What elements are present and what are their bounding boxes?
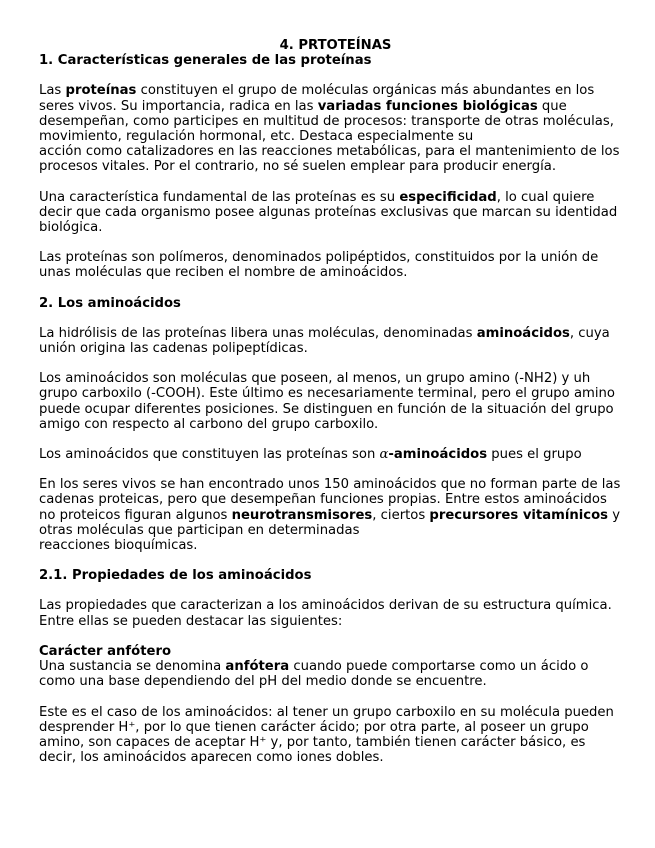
text-run: La hidrólisis de las proteínas libera unas moléculas, denominadas — [39, 325, 477, 341]
paragraph-non-protein-aminoacids — [39, 477, 624, 553]
section-heading-1: 1. Características generales de las proteínas — [39, 53, 372, 69]
bold-term-precursores: precursores vitamínicos — [429, 507, 609, 523]
section-heading-2: 2. Los aminoácidos — [39, 295, 181, 311]
alpha-symbol: α — [379, 447, 389, 463]
text-run: que desempeñan, como participes en multitud de procesos: transporte de otras moléculas, movimiento, regulación hormonal, etc. Destaca especialmente su — [39, 98, 614, 145]
document-title: 4. PRTOTEÍNAS — [279, 38, 392, 53]
paragraph-alpha-aminoacids — [39, 447, 624, 462]
bold-term-funciones: variadas funciones biológicas — [317, 98, 538, 114]
document-page — [39, 38, 624, 765]
text-run: Las — [39, 83, 66, 99]
paragraph-proteins-intro — [39, 83, 624, 174]
text-run: , ciertos — [372, 507, 430, 523]
bold-term-neurotransmisores: neurotransmisores — [231, 507, 373, 523]
text-run: reacciones bioquímicas. — [39, 538, 198, 554]
text-run: constituyen el grupo de moléculas orgánicas más abundantes en los seres vivos. Su importancia, radica en las — [39, 83, 595, 114]
text-run: , cuya unión origina las cadenas polipeptídicas. — [39, 325, 610, 357]
paragraph-amino-groups: Los aminoácidos son moléculas que poseen, al menos, un grupo amino (-NH2) y uh grupo carboxilo (-COOH). Este último es necesariamente terminal, pero el grupo amino puede ocupar diferentes posiciones. Se distinguen en función de la situación del grupo amigo con respecto al carbono del grupo carboxilo. — [39, 371, 615, 432]
bold-term-especificidad: especificidad — [399, 189, 497, 205]
paragraph-specificity — [39, 190, 624, 236]
bold-term-aminoacidos: aminoácidos — [476, 325, 570, 341]
bold-term-proteinas: proteínas — [65, 83, 137, 99]
paragraph-hydrolysis — [39, 326, 624, 356]
text-run: cuando puede comportarse como un ácido o como una base dependiendo del pH del medio donde se encuentre. — [39, 659, 589, 690]
text-run: Una sustancia se denomina — [39, 659, 226, 675]
section-heading-2-1: 2.1. Propiedades de los aminoácidos — [39, 568, 312, 584]
text-run: acción como catalizadores en las reacciones metabólicas, para el mantenimiento de los procesos vitales. Por el contrario, no sé suelen emplear para producir energía. — [39, 144, 620, 175]
subheading-amphoteric: Carácter anfótero — [39, 643, 172, 659]
paragraph-amphoteric-definition — [39, 659, 624, 689]
bold-term-alpha-aminoacidos: -aminoácidos — [388, 447, 488, 463]
bold-term-anfotera: anfótera — [225, 659, 290, 675]
paragraph-amphoteric-aminoacids: Este es el caso de los aminoácidos: al tener un grupo carboxilo en su molécula pueden desprender H⁺, por lo que tienen carácter ácido; por otra parte, al poseer un grupo amino, son capaces de aceptar H⁺ y, por tanto, también tienen carácter básico, es decir, los aminoácidos aparecen como iones dobles. — [39, 704, 614, 766]
paragraph-properties: Las propiedades que caracterizan a los aminoácidos derivan de su estructura química. Entre ellas se pueden destacar las siguientes: — [39, 598, 612, 629]
text-run: En los seres vivos se han encontrado unos 150 aminoácidos que no forman parte de las cadenas proteicas, pero que desempeñan funciones propias. Entre estos aminoácidos no proteicos figuran algunos — [39, 477, 621, 523]
text-run: pues el grupo — [487, 447, 582, 463]
paragraph-polymers: Las proteínas son polímeros, denominados polipéptidos, constituidos por la unión de unas moléculas que reciben el nombre de aminoácidos. — [39, 250, 599, 281]
text-run: y otras moléculas que participan en determinadas — [39, 507, 621, 538]
text-run: , lo cual quiere decir que cada organismo posee algunas proteínas exclusivas que marcan su identidad biológica. — [39, 189, 618, 236]
text-run: Los aminoácidos que constituyen las proteínas son — [39, 447, 380, 463]
text-run: Una característica fundamental de las proteínas es su — [39, 189, 400, 205]
